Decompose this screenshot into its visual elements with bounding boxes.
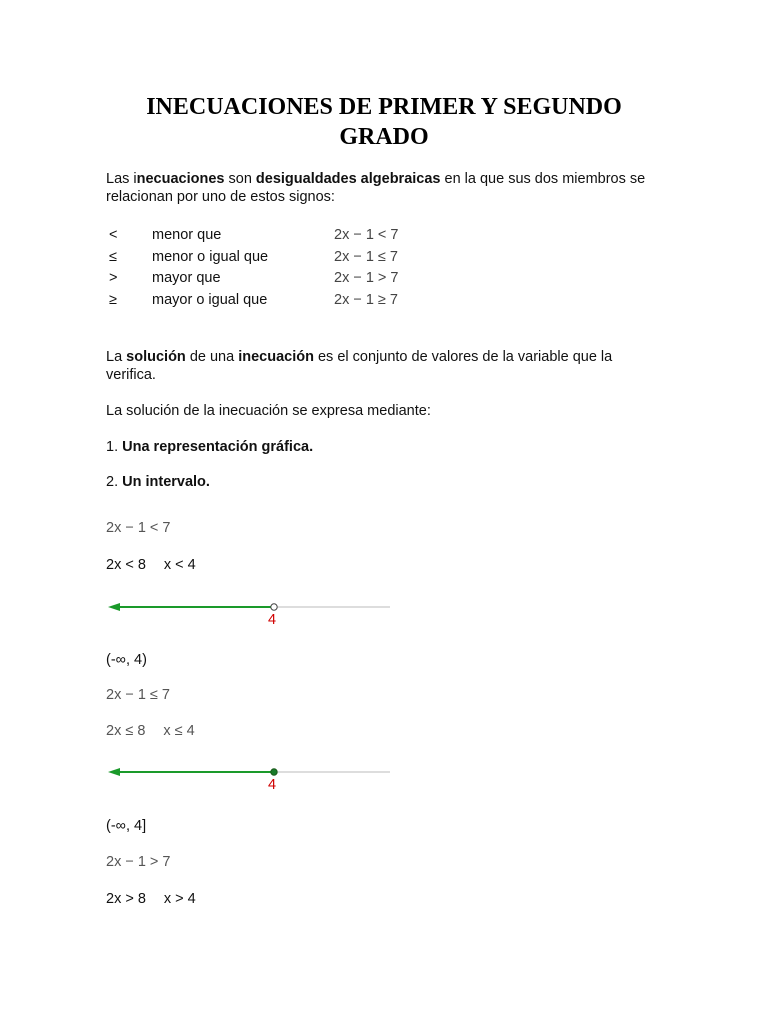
intro-text-1: Las i	[106, 171, 137, 187]
sign-row	[106, 248, 506, 270]
sign-example: 2x − 1 ≥ 7	[334, 291, 398, 308]
sign-row	[106, 269, 506, 291]
number-line-open	[104, 597, 394, 637]
sign-example: 2x − 1 ≤ 7	[334, 248, 398, 265]
arrow-left-icon	[108, 603, 120, 611]
point-label: 4	[268, 612, 277, 628]
solution-bold-solucion: solución	[126, 349, 186, 365]
arrow-left-icon	[108, 768, 120, 776]
sign-symbol: >	[109, 270, 118, 286]
closed-point	[271, 769, 277, 775]
sign-symbol: ≥	[109, 291, 117, 308]
sign-name: mayor o igual que	[152, 291, 268, 308]
example-step-a: 2x < 8	[106, 557, 146, 573]
intro-text-2: son	[224, 171, 256, 187]
open-point	[271, 604, 277, 610]
solution-paragraph	[106, 348, 666, 384]
example-step-b: x ≤ 4	[163, 723, 195, 739]
sign-row	[106, 291, 506, 313]
sign-symbol: <	[109, 227, 118, 243]
sign-name: menor o igual que	[152, 248, 269, 265]
intro-bold-inecuaciones: necuaciones	[136, 171, 225, 187]
sign-example: 2x − 1 < 7	[334, 227, 399, 243]
solution-text-3: es el conjunto de valores de la variable que la verifica.	[106, 349, 613, 383]
expressed-by-text: La solución de la inecuación se expresa mediante:	[106, 403, 431, 419]
example-steps	[106, 556, 196, 574]
intro-bold-desigualdades: desigualdades algebraicas	[255, 171, 441, 187]
example-steps	[106, 890, 196, 908]
example-inequality: 2x − 1 > 7	[106, 854, 171, 870]
example-step-b: x > 4	[163, 891, 196, 907]
solution-text-1: La	[106, 349, 127, 365]
number-line-svg	[104, 762, 394, 782]
example-steps	[106, 722, 195, 740]
list-item-graphic	[106, 438, 666, 456]
sign-symbol: ≤	[109, 248, 117, 265]
solution-text-2: de una	[185, 349, 239, 365]
sign-example: 2x − 1 > 7	[334, 270, 399, 286]
sign-name: mayor que	[152, 270, 221, 286]
list-item-number: 2.	[106, 474, 123, 490]
list-item-number: 1.	[106, 439, 123, 455]
list-item-interval	[106, 473, 666, 491]
example-step-b: x < 4	[163, 557, 196, 573]
list-item-text: Una representación gráfica.	[122, 439, 314, 455]
example-inequality: 2x − 1 < 7	[106, 520, 171, 536]
point-label: 4	[268, 777, 277, 793]
interval-text: (-∞, 4]	[106, 818, 147, 834]
solution-bold-inecuacion: inecuación	[238, 349, 314, 365]
sign-name: menor que	[152, 227, 222, 243]
number-line-svg	[104, 597, 394, 617]
intro-paragraph	[106, 170, 666, 206]
number-line-closed	[104, 762, 394, 802]
signs-table	[106, 226, 506, 312]
intro-text-3: en la que sus dos miembros se relacionan por uno de estos signos:	[106, 171, 646, 205]
sign-row	[106, 226, 506, 248]
interval-text: (-∞, 4)	[106, 652, 147, 668]
example-step-a: 2x > 8	[106, 891, 146, 907]
example-inequality: 2x − 1 ≤ 7	[106, 687, 170, 703]
list-item-text: Un intervalo.	[122, 474, 210, 490]
example-step-a: 2x ≤ 8	[106, 723, 146, 739]
page-title: INECUACIONES DE PRIMER Y SEGUNDO GRADO	[146, 94, 622, 150]
